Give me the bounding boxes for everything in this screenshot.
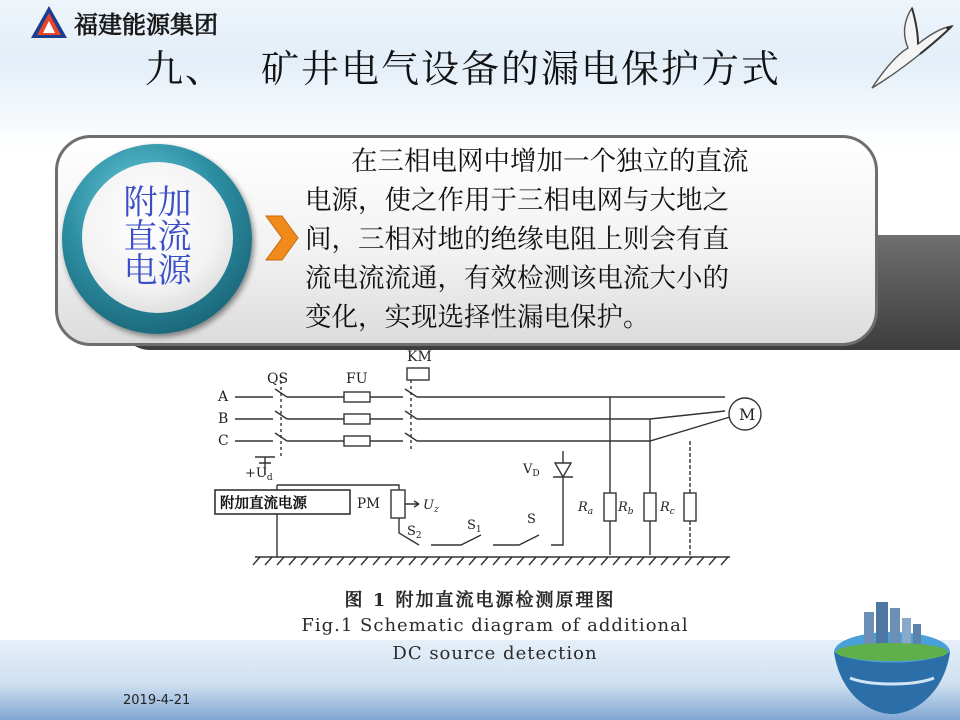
paragraph-line-2: 电源，使之作用于三相电网与大地之	[305, 185, 729, 216]
phase-lines	[235, 375, 730, 457]
label-pm: PM	[357, 496, 380, 512]
label-s1: $S_1$	[467, 518, 482, 535]
chevron-right-icon	[264, 214, 300, 262]
topic-line-3: 电源	[123, 251, 192, 291]
topic-line-2: 直流	[123, 217, 192, 257]
paragraph-line-5: 变化，实现选择性漏电保护。	[305, 302, 650, 333]
label-fu: FU	[346, 371, 368, 387]
paragraph-line-3: 间，三相对地的绝缘电阻上则会有直	[305, 224, 729, 255]
label-rc: $R_c$	[660, 500, 675, 517]
resistor-branches	[604, 397, 696, 555]
brand-logo	[30, 4, 218, 40]
label-s2: $S_2$	[407, 524, 422, 541]
label-plus-u: $+U_d$	[245, 466, 273, 483]
label-uz: $U_z$	[423, 498, 439, 515]
label-s: S	[527, 512, 536, 527]
label-rb: $R_b$	[618, 500, 634, 517]
triangle-logo-icon	[30, 4, 68, 40]
slide-date: 2019-4-21	[123, 693, 191, 708]
caption-english-line-1: Fig.1 Schematic diagram of additional	[301, 615, 689, 636]
label-phase-a: A	[218, 389, 229, 405]
label-vd: $V_D$	[523, 462, 540, 479]
circuit-diagram	[205, 345, 756, 583]
label-motor: M	[739, 405, 756, 424]
paragraph-line-1: 在三相电网中增加一个独立的直流	[351, 146, 749, 177]
ground-line	[253, 557, 730, 565]
topic-line-1: 附加	[123, 183, 192, 223]
label-phase-c: C	[218, 433, 229, 449]
caption-chinese: 图 1 附加直流电源检测原理图	[344, 590, 616, 611]
title-text: 矿井电气设备的漏电保护方式	[261, 47, 782, 91]
dc-source-label: 附加直流电源	[220, 496, 307, 512]
label-qs: QS	[267, 371, 289, 387]
city-globe-icon	[830, 594, 954, 716]
brand-name: 福建能源集团	[74, 10, 218, 39]
label-km: KM	[407, 349, 432, 365]
paragraph-line-4: 流电流流通，有效检测该电流大小的	[305, 263, 729, 294]
topic-circle-label	[82, 183, 233, 291]
slide-title	[145, 38, 781, 93]
label-ra: $R_a$	[578, 500, 594, 517]
title-number: 九、	[145, 47, 226, 91]
caption-english-line-2: DC source detection	[392, 643, 598, 664]
panel-paragraph	[305, 142, 845, 337]
seagull-icon	[862, 0, 956, 92]
diode-symbol	[555, 463, 571, 477]
label-phase-b: B	[218, 411, 229, 427]
